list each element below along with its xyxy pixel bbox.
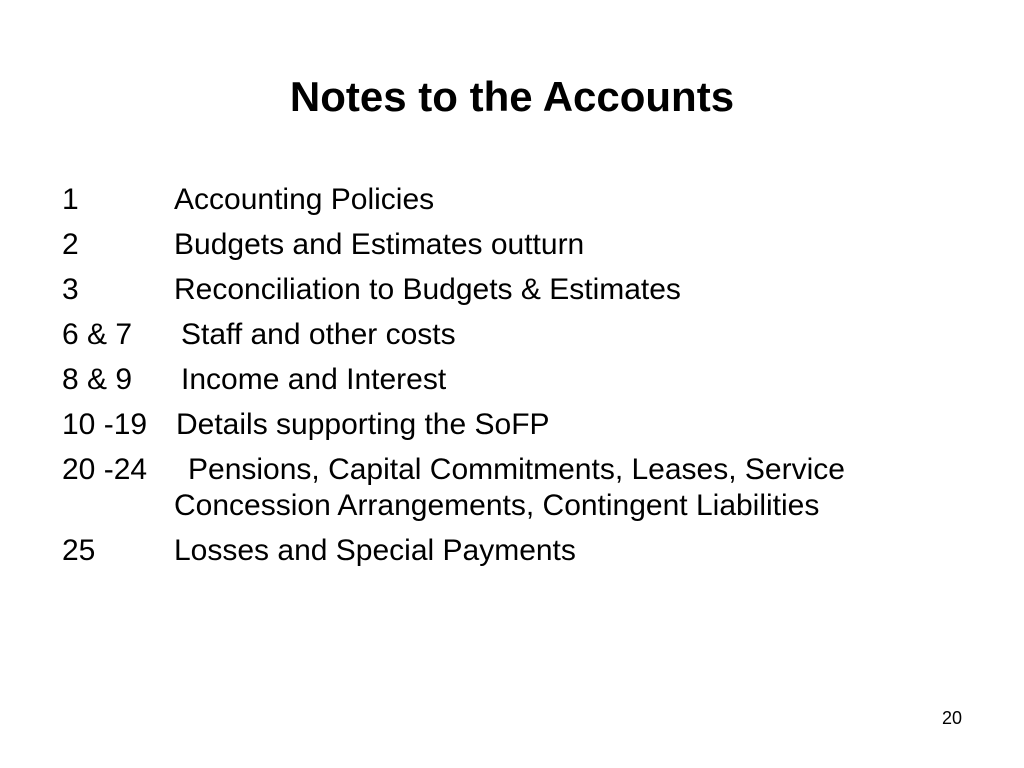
list-item [62,362,962,398]
notes-list [62,182,962,578]
note-text: Staff and other costs [181,318,456,351]
note-number: 2 [62,228,79,261]
note-number: 20 -24 [62,453,148,486]
note-text: Reconciliation to Budgets & Estimates [174,273,681,306]
note-number: 3 [62,273,79,306]
page-number: 20 [941,708,962,728]
note-text: Details supporting the SoFP [176,408,550,441]
list-item [62,227,962,263]
note-number: 10 -19 [62,408,148,441]
list-item [62,182,962,218]
note-text-line-2: Concession Arrangements, Contingent Liabilities [174,489,820,522]
note-number: 25 [62,534,96,567]
list-item [62,533,962,569]
slide-title: Notes to the Accounts [289,73,735,120]
list-item [62,317,962,353]
note-text-multiline [174,452,962,524]
list-item [62,452,962,524]
list-item [62,407,962,443]
note-number: 6 & 7 [62,318,133,351]
note-number: 1 [62,183,79,216]
note-number: 8 & 9 [62,363,133,396]
note-text: Budgets and Estimates outturn [174,228,585,261]
list-item [62,272,962,308]
note-text: Accounting Policies [174,183,435,216]
note-text: Income and Interest [181,363,447,396]
note-text: Losses and Special Payments [174,534,576,567]
note-text-line-1: Pensions, Capital Commitments, Leases, Service [188,453,845,486]
